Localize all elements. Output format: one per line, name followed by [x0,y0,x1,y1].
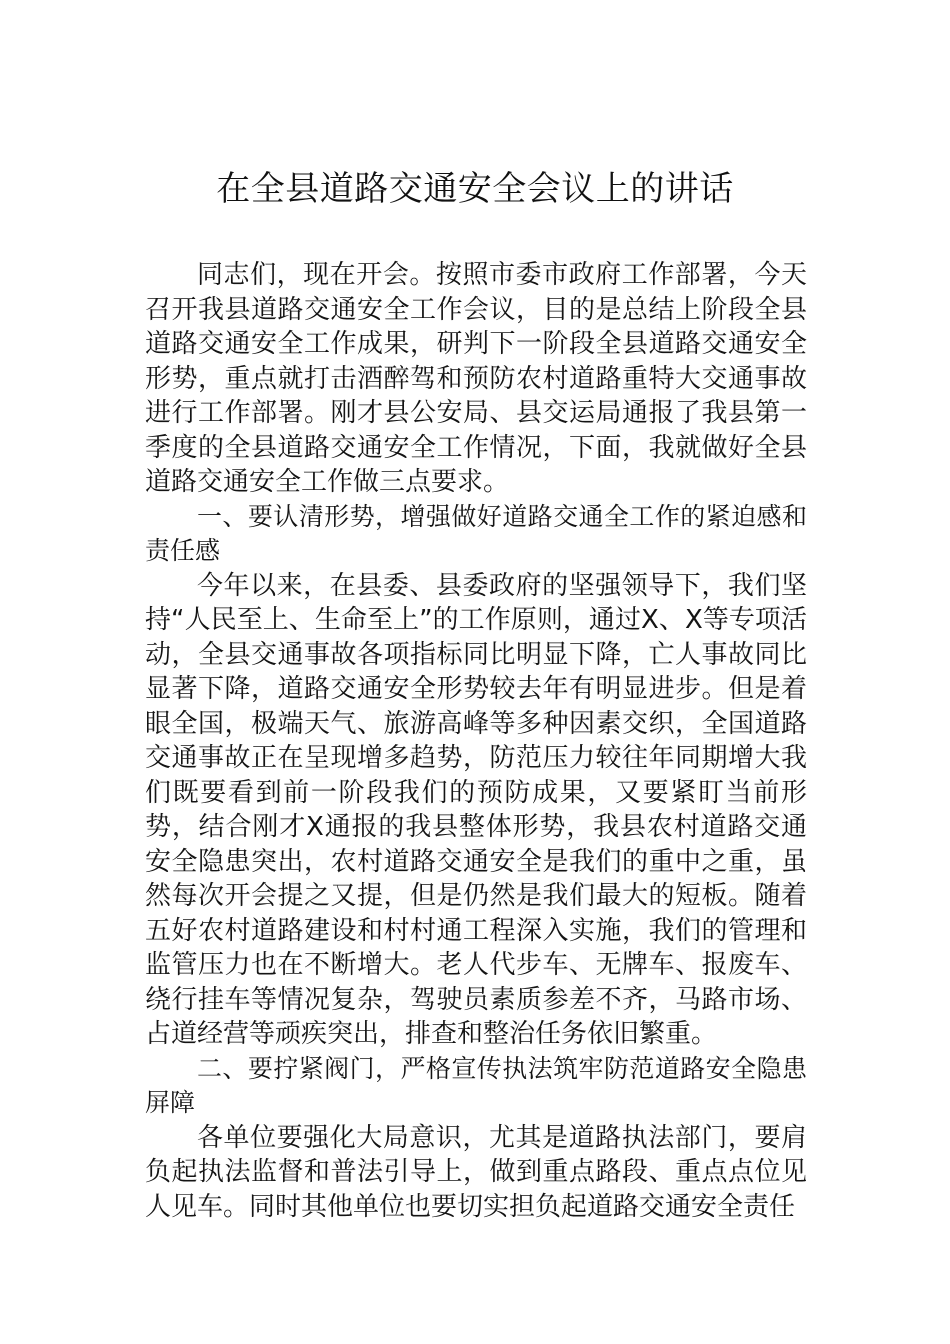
document-title: 在全县道路交通安全会议上的讲话 [216,169,734,209]
paragraph-opening: 同志们，现在开会。按照市委市政府工作部署，今天召开我县道路交通安全工作会议，目的是总结上阶段全县道路交通安全工作成果，研判下一阶段全县道路交通安全形势，重点就打击酒醉驾和预防农村道路重特大交通事故进行工作部署。刚才县公安局、县交运局通报了我县第一季度的全县道路交通安全工作情况，下面，我就做好全县道路交通安全工作做三点要求。 [145,260,807,497]
section-heading-1: 一、要认清形势，增强做好道路交通全工作的紧迫感和责任感 [145,501,807,565]
paragraph-section-1: 今年以来，在县委、县委政府的坚强领导下，我们坚持“人民至上、生命至上”的工作原则，通过X、X等专项活动，全县交通事故各项指标同比明显下降，亡人事故同比显著下降，道路交通安全形势较去年有明显进步。但是着眼全国，极端天气、旅游高峰等多种因素交织，全国道路交通事故正在呈现增多趋势，防范压力较往年同期增大我们既要看到前一阶段我们的预防成果，又要紧盯当前形势，结合刚才X通报的我县整体形势，我县农村道路交通安全隐患突出，农村道路交通安全是我们的重中之重，虽然每次开会提之又提，但是仍然是我们最大的短板。随着五好农村道路建设和村村通工程深入实施，我们的管理和监管压力也在不断增大。老人代步车、无牌车、报废车、绕行挂车等情况复杂，驾驶员素质参差不齐，马路市场、占道经营等顽疾突出，排查和整治任务依旧繁重。 [145,570,807,1049]
paragraph-section-2: 各单位要强化大局意识，尤其是道路执法部门，要肩负起执法监督和普法引导上，做到重点路段、重点点位见人见车。同时其他单位也要切实担负起道路交通安全责任 [145,1122,807,1222]
section-heading-2: 二、要拧紧阀门，严格宣传执法筑牢防范道路安全隐患屏障 [145,1053,807,1117]
document-body [145,258,807,1224]
